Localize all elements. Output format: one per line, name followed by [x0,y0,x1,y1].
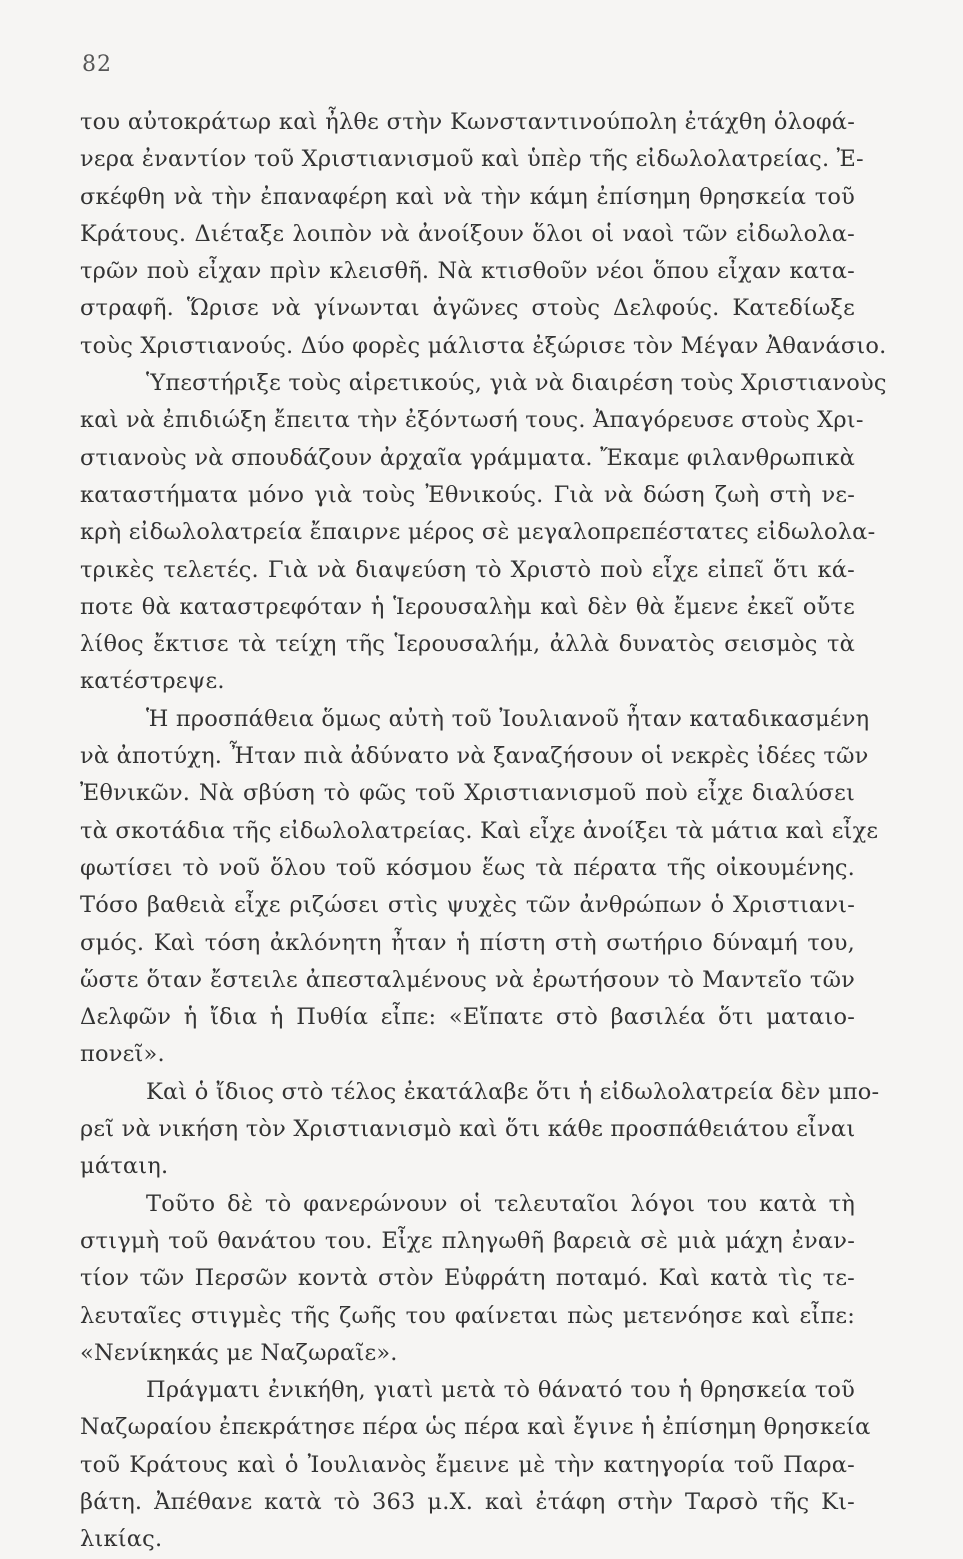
text-line: ρεῖ νὰ νικήση τὸν Χριστιανισμὸ καὶ ὅτι κάθε προσπάθειάτου εἶναι [80,1116,856,1143]
text-line: Κράτους. Διέταξε λοιπὸν νὰ ἀνοίξουν ὅλοι οἱ ναοὶ τῶν εἰδωλολα- [80,220,855,247]
text-line: ὥστε ὅταν ἔστειλε ἀπεσταλμένους νὰ ἐρωτήσουν τὸ Μαντεῖο τῶν [80,966,855,993]
text-line: «Νενίκηκάς με Ναζωραῖε». [80,1339,398,1366]
text-line: στιγμὴ τοῦ θανάτου του. Εἶχε πληγωθῆ βαρειὰ σὲ μιὰ μάχη ἐναν- [80,1227,855,1254]
text-line: Ναζωραίου ἐπεκράτησε πέρα ὡς πέρα καὶ ἔγινε ἡ ἐπίσημη θρησκεία [80,1414,871,1441]
body-text [80,104,887,1559]
text-line: λευταῖες στιγμὲς τῆς ζωῆς του φαίνεται πὼς μετενόησε καὶ εἶπε: [80,1302,855,1329]
text-line: νὰ ἀποτύχη. Ἦταν πιὰ ἀδύνατο νὰ ξαναζήσουν οἱ νεκρὲς ἰδέες τῶν [80,743,869,770]
text-line: Δελφῶν ἡ ἴδια ἡ Πυθία εἶπε: «Εἴπατε στὸ βασιλέα ὅτι ματαιο- [80,1004,855,1031]
text-line: στραφῆ. Ὥρισε νὰ γίνωνται ἀγῶνες στοὺς Δελφούς. Κατεδίωξε [80,295,855,322]
text-line: τοῦ Κράτους καὶ ὁ Ἰουλιανὸς ἔμεινε μὲ τὴν κατηγορία τοῦ Παρα- [80,1451,855,1478]
text-line: τοὺς Χριστιανούς. Δύο φορὲς μάλιστα ἐξώρισε τὸν Μέγαν Ἀθανάσιο. [80,332,887,359]
text-line: καὶ νὰ ἐπιδιώξη ἔπειτα τὴν ἐξόντωσή τους. Ἀπαγόρευσε στοὺς Χρι- [80,407,864,434]
text-line: Ὑπεστήριξε τοὺς αἱρετικούς, γιὰ νὰ διαιρέση τοὺς Χριστιανοὺς [146,370,887,397]
text-line: βάτη. Ἀπέθανε κατὰ τὸ 363 μ.Χ. καὶ ἐτάφη στὴν Ταρσὸ τῆς Κι- [80,1488,855,1515]
text-line: λικίας. [80,1526,163,1553]
text-line: σκέφθη νὰ τὴν ἐπαναφέρη καὶ νὰ τὴν κάμη ἐπίσημη θρησκεία τοῦ [80,183,855,210]
text-line: τίον τῶν Περσῶν κοντὰ στὸν Εὐφράτη ποταμό. Καὶ κατὰ τὶς τε- [80,1265,855,1292]
text-line: λίθος ἔκτισε τὰ τείχη τῆς Ἱερουσαλήμ, ἀλλὰ δυνατὸς σεισμὸς τὰ [80,631,855,658]
text-line: Τοῦτο δὲ τὸ φανερώνουν οἱ τελευταῖοι λόγοι του κατὰ τὴ [146,1190,855,1217]
text-line: Πράγματι ἐνικήθη, γιατὶ μετὰ τὸ θάνατό του ἡ θρησκεία τοῦ [146,1377,855,1404]
text-line: στιανοὺς νὰ σπουδάζουν ἀρχαῖα γράμματα. Ἔκαμε φιλανθρωπικὰ [80,444,855,471]
text-line: νερα ἐναντίον τοῦ Χριστιανισμοῦ καὶ ὑπὲρ τῆς εἰδωλολατρείας. Ἐ- [80,146,864,173]
text-line: ποτε θὰ καταστρεφόταν ἡ Ἱερουσαλὴμ καὶ δὲν θὰ ἔμενε ἐκεῖ οὔτε [80,593,855,620]
text-line: κατέστρεψε. [80,668,225,695]
text-line: μάταιη. [80,1153,169,1180]
page-number: 82 [82,52,112,77]
text-line: κρὴ εἰδωλολατρεία ἔπαιρνε μέρος σὲ μεγαλοπρεπέστατες εἰδωλολα- [80,519,876,546]
text-line: Ἐθνικῶν. Νὰ σβύση τὸ φῶς τοῦ Χριστιανισμοῦ ποὺ εἶχε διαλύσει [80,780,855,807]
text-line: πονεῖ». [80,1041,165,1068]
text-line: τρικὲς τελετές. Γιὰ νὰ διαψεύση τὸ Χριστὸ ποὺ εἶχε εἰπεῖ ὅτι κά- [80,556,855,583]
text-line: σμός. Καὶ τόση ἀκλόνητη ἦταν ἡ πίστη στὴ σωτήριο δύναμή του, [80,929,855,956]
text-line: καταστήματα μόνο γιὰ τοὺς Ἐθνικούς. Γιὰ νὰ δώση ζωὴ στὴ νε- [80,481,855,508]
text-line: φωτίσει τὸ νοῦ ὅλου τοῦ κόσμου ἕως τὰ πέρατα τῆς οἰκουμένης. [80,854,855,881]
text-line: Τόσο βαθειὰ εἶχε ριζώσει στὶς ψυχὲς τῶν ἀνθρώπων ὁ Χριστιανι- [80,892,855,919]
text-line: του αὐτοκράτωρ καὶ ἦλθε στὴν Κωνσταντινούπολη ἐτάχθη ὁλοφά- [80,109,855,135]
text-line: Ἡ προσπάθεια ὅμως αὐτὴ τοῦ Ἰουλιανοῦ ἦταν καταδικασμένη [146,705,870,732]
text-line: Καὶ ὁ ἴδιος στὸ τέλος ἐκατάλαβε ὅτι ἡ εἰδωλολατρεία δὲν μπο- [146,1078,880,1105]
text-line: τρῶν ποὺ εἶχαν πρὶν κλεισθῆ. Νὰ κτισθοῦν νέοι ὅπου εἶχαν κατα- [80,258,855,285]
text-line: τὰ σκοτάδια τῆς εἰδωλολατρείας. Καὶ εἶχε ἀνοίξει τὰ μάτια καὶ εἶχε [80,817,879,844]
